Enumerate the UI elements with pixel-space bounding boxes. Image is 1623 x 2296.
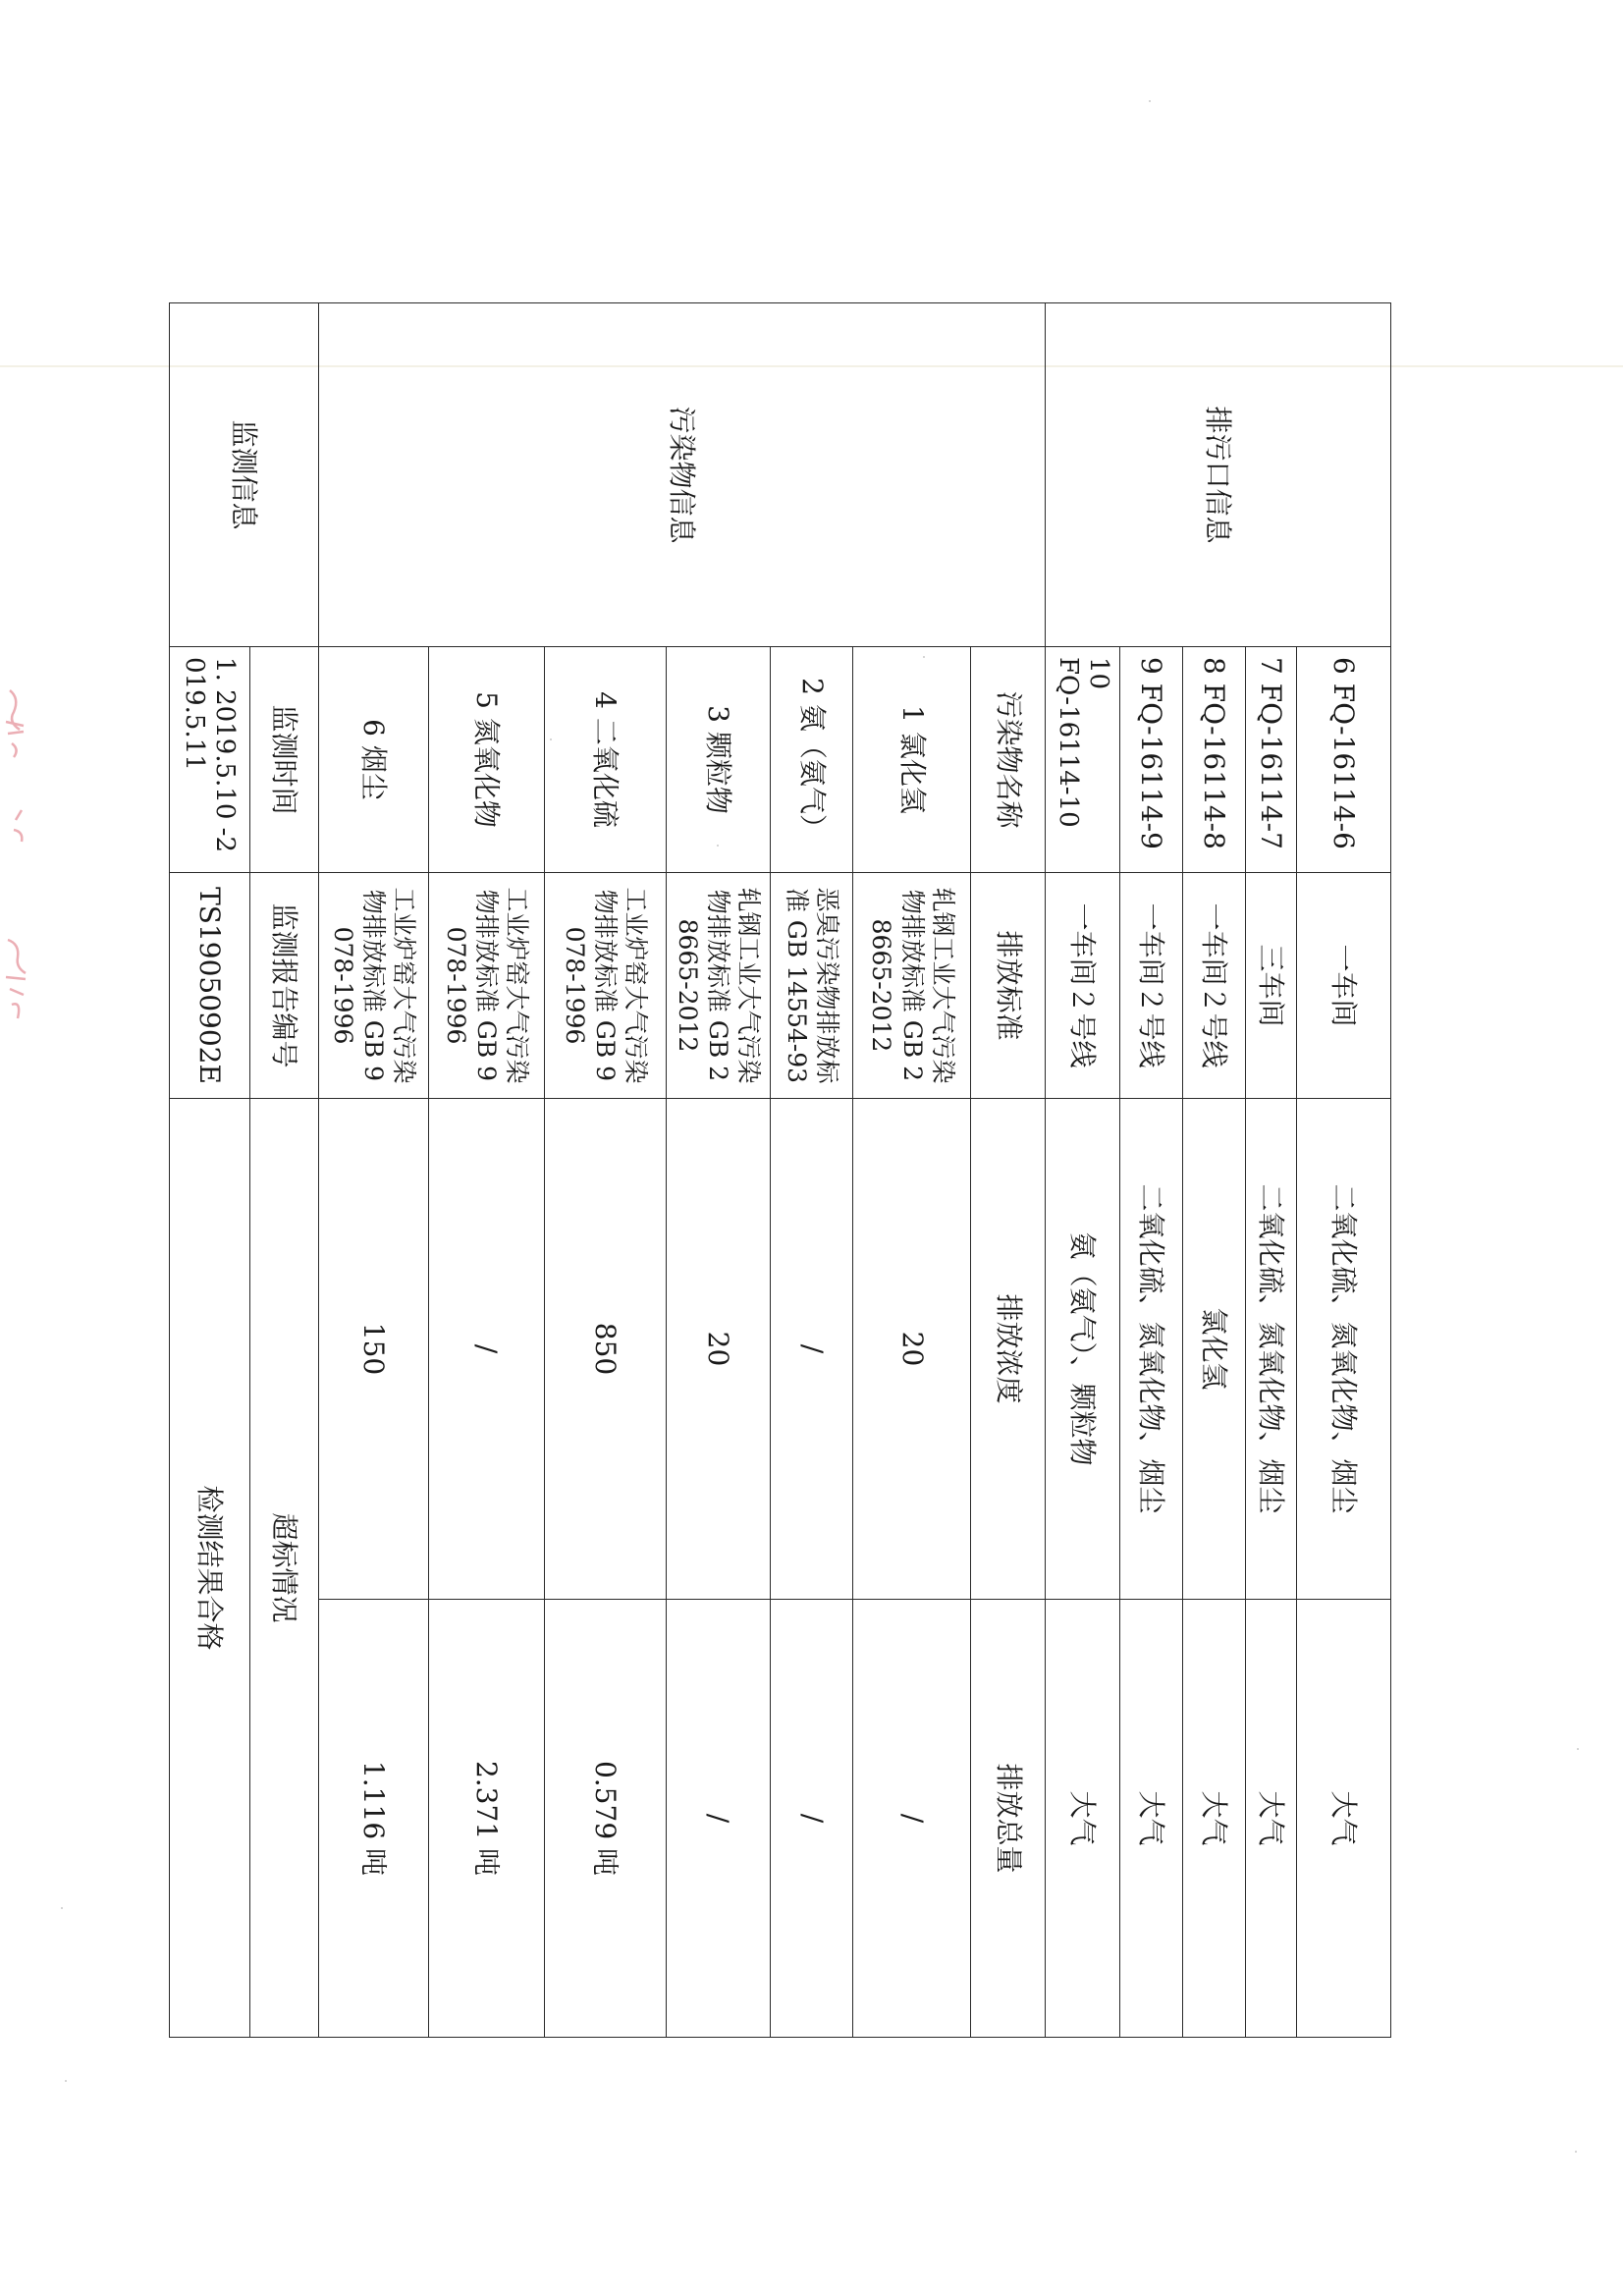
header-report-no: 监测报告编号 [249,873,318,1099]
pollutant-total-cell: 1.116 吨 [318,1600,428,2038]
pollutant-concentration-cell: 20 [853,1099,971,1600]
outlet-code-cell: 8 FQ-16114-8 [1182,647,1245,873]
outlet-pollutants-cell: 二氧化硫、氮氧化物、烟尘 [1119,1099,1182,1600]
outlet-location-cell: 一车间２号线 [1119,873,1182,1099]
outlet-pollutants-cell: 二氧化硫、氮氧化物、烟尘 [1297,1099,1391,1600]
scan-speck [1575,2151,1577,2153]
outlet-pollutants-cell: 氯化氢 [1182,1099,1245,1600]
pollutant-standard-cell: 轧钢工业大气污染物排放标准 GB 28665-2012 [853,873,971,1099]
pollutant-concentration-cell: 850 [544,1099,666,1600]
section-label-outlet: 排污口信息 [1046,303,1391,647]
header-concentration: 排放浓度 [971,1099,1046,1600]
pollutant-total-cell: 2.371 吨 [428,1600,544,2038]
scan-speck [1149,100,1151,102]
header-pollutant-name: 污染物名称 [971,647,1046,873]
outlet-destination-cell: 大气 [1119,1600,1182,2038]
scan-speck [1577,1748,1579,1750]
header-monitoring-time: 监测时间 [249,647,318,873]
pollutant-standard-cell: 轧钢工业大气污染物排放标准 GB 28665-2012 [666,873,771,1099]
header-total: 排放总量 [971,1600,1046,2038]
pollutant-header-row [971,303,1046,2038]
pollutant-standard-cell: 工业炉窑大气污染物排放标准 GB 9078-1996 [428,873,544,1099]
scan-speck [65,2080,67,2082]
pollutant-name-cell: 4 二氧化硫 [544,647,666,873]
pollutant-total-cell: / [853,1600,971,2038]
outlet-location-cell: 一车间２号线 [1046,873,1119,1099]
pollutant-standard-cell: 工业炉窑大气污染物排放标准 GB 9078-1996 [544,873,666,1099]
monitoring-status-cell: 检测结果合格 [169,1099,249,2038]
outlet-code-cell: 7 FQ-16114-7 [1245,647,1296,873]
outlet-location-cell: 一车间２号线 [1182,873,1245,1099]
monitoring-report-no-cell: TS19050902E [169,873,249,1099]
section-label-monitoring: 监测信息 [169,303,318,647]
outlet-location-cell: 三车间 [1245,873,1296,1099]
outlet-row [1297,303,1391,2038]
pollutant-name-cell: 5 氮氧化物 [428,647,544,873]
scan-speck [61,1907,63,1909]
monitoring-time-cell: 1. 2019.5.10 -2019.5.11 [169,647,249,873]
pollutant-total-cell: / [666,1600,771,2038]
rotated-table-frame [180,302,1391,2037]
outlet-code-cell: 10 FQ-16114-10 [1046,647,1119,873]
pollutant-name-cell: 2 氨（氨气） [771,647,853,873]
section-label-pollutant: 污染物信息 [318,303,1046,647]
pollutant-total-cell: 0.579 吨 [544,1600,666,2038]
pollutant-concentration-cell: / [771,1099,853,1600]
outlet-destination-cell: 大气 [1245,1600,1296,2038]
monitoring-header-row [249,303,318,2038]
pollutant-standard-cell: 恶臭污染物排放标准 GB 14554-93 [771,873,853,1099]
pollutant-name-cell: 1 氯化氢 [853,647,971,873]
outlet-destination-cell: 大气 [1046,1600,1119,2038]
header-exceed-status: 超标情况 [249,1099,318,2038]
outlet-location-cell: 一车间 [1297,873,1391,1099]
outlet-code-cell: 6 FQ-16114-6 [1297,647,1391,873]
outlet-code-cell: 9 FQ-16114-9 [1119,647,1182,873]
outlet-pollutants-cell: 二氧化硫、氮氧化物、烟尘 [1245,1099,1296,1600]
outlet-destination-cell: 大气 [1297,1600,1391,2038]
pollutant-concentration-cell: 150 [318,1099,428,1600]
pollutant-standard-cell: 工业炉窑大气污染物排放标准 GB 9078-1996 [318,873,428,1099]
pollutant-total-cell: / [771,1600,853,2038]
outlet-destination-cell: 大气 [1182,1600,1245,2038]
pollutant-name-cell: 3 颗粒物 [666,647,771,873]
discharge-info-table [169,302,1391,2038]
red-stamp-fragment [0,683,33,1036]
outlet-pollutants-cell: 氨（氨气）、颗粒物 [1046,1099,1119,1600]
pollutant-concentration-cell: 20 [666,1099,771,1600]
pollutant-name-cell: 6 烟尘 [318,647,428,873]
header-standard: 排放标准 [971,873,1046,1099]
pollutant-concentration-cell: / [428,1099,544,1600]
